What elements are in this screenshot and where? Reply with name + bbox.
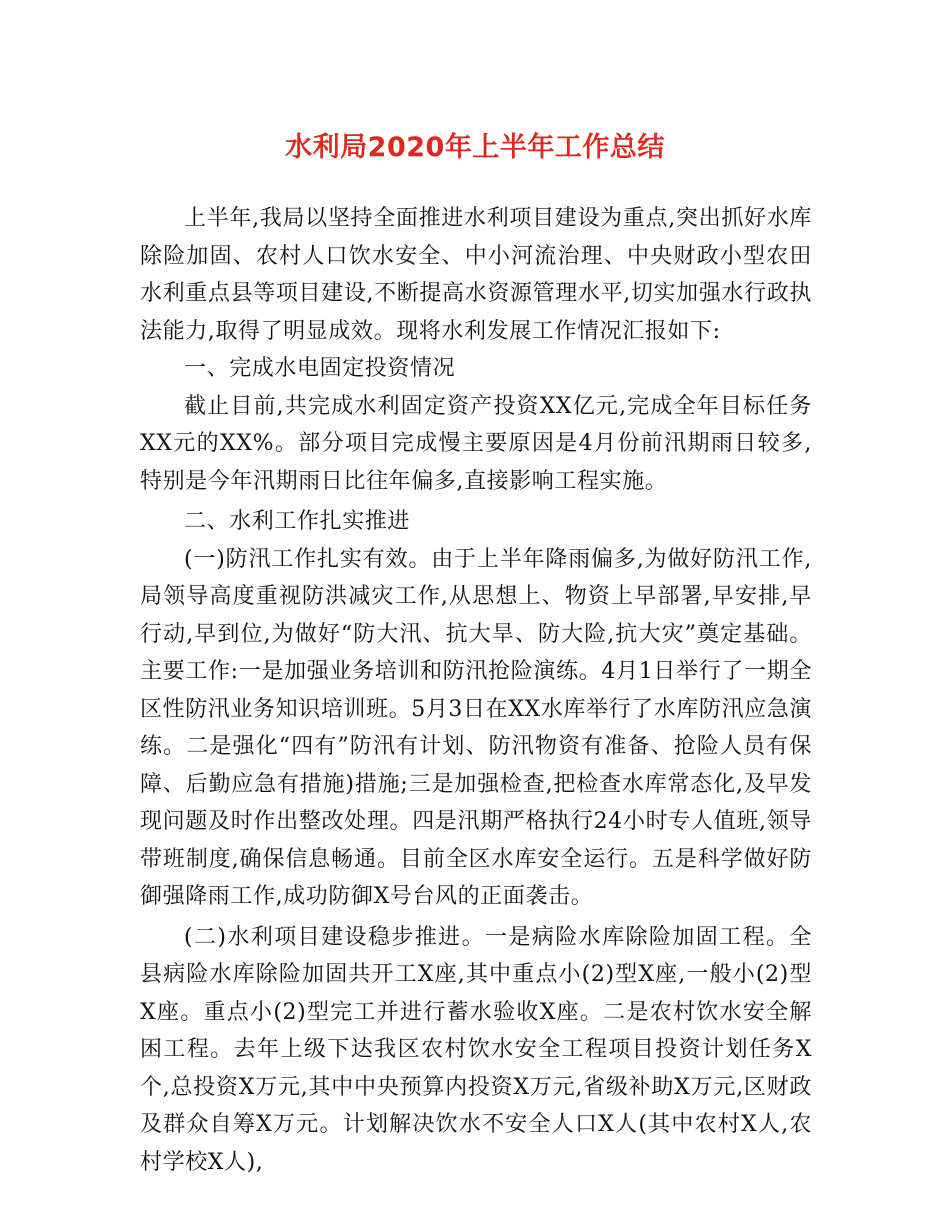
flood-control-paragraph: (一)防汛工作扎实有效。由于上半年降雨偏多,为做好防汛工作,局领导高度重视防洪减灾工作,从思想上、物资上早部署,早安排,早行动,早到位,为做好“防大汛、抗大旱、防大险,抗大灾”奠定基础。主要工作:一是加强业务培训和防汛抢险演练。4月1日举行了一期全区性防汛业务知识培训班。5月3日在XX水库举行了水库防汛应急演练。二是强化“四有”防汛有计划、防汛物资有准备、抢险人员有保障、后勤应急有措施)措施;三是加强检查,把检查水库常态化,及早发现问题及时作出整改处理。四是汛期严格执行24小时专人值班,领导带班制度,确保信息畅通。目前全区水库安全运行。五是科学做好防御强降雨工作,成功防御X号台风的正面袭击。 — [140, 546, 812, 909]
intro-paragraph: 上半年,我局以坚持全面推进水利项目建设为重点,突出抓好水库除险加固、农村人口饮水安全、中小河流治理、中央财政小型农田水利重点县等项目建设,不断提高水资源管理水平,切实加强水行政执法能力,取得了明显成效。现将水利发展工作情况汇报如下: — [140, 206, 812, 344]
document-body — [140, 200, 812, 1181]
document-title: 水利局2020年上半年工作总结 — [285, 132, 665, 163]
investment-paragraph: 截止目前,共完成水利固定资产投资XX亿元,完成全年目标任务XX元的XX%。部分项目完成慢主要原因是4月份前汛期雨日较多,特别是今年汛期雨日比往年偏多,直接影响工程实施。 — [140, 393, 812, 494]
section-heading-2: 二、水利工作扎实推进 — [184, 509, 411, 534]
section-heading-1: 一、完成水电固定投资情况 — [184, 356, 456, 381]
project-construction-paragraph: (二)水利项目建设稳步推进。一是病险水库除险加固工程。全县病险水库除险加固共开工X座,其中重点小(2)型X座,一般小(2)型X座。重点小(2)型完工并进行蓄水验收X座。二是农村饮水安全解困工程。去年上级下达我区农村饮水安全工程项目投资计划任务X个,总投资X万元,其中中央预算内投资X万元,省级补助X万元,区财政及群众自筹X万元。计划解决饮水不安全人口X人(其中农村X人,农村学校X人), — [140, 924, 812, 1175]
